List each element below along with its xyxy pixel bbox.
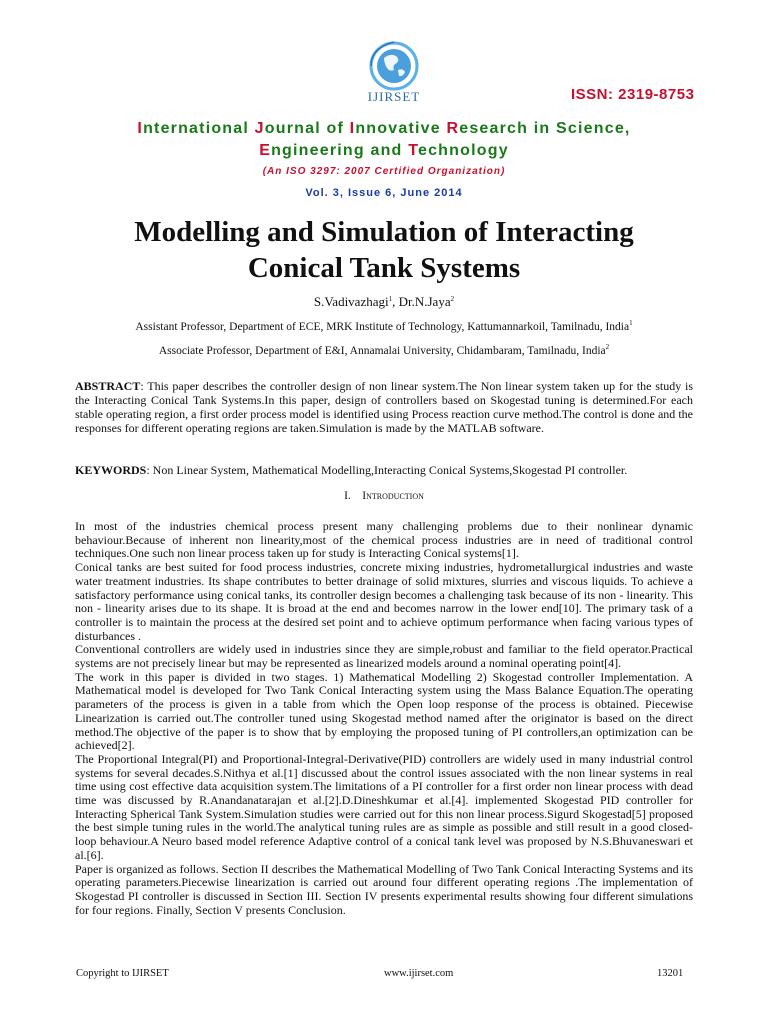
journal-word: ournal of <box>264 120 350 137</box>
body-paragraph: The Proportional Integral(PI) and Proportional-Integral-Derivative(PID) controllers are widely used in many industrial control systems for several decades.S.Nithya et al.[1] discussed about the control issues associated with the non linear systems in real time using cost effective data acquisition system.The limitations of a PI controller for a first order non linear process with dead time was discussed by R.Anandanatarajan et al.[2].D.Dineshkumar et al.[4]. implemented Skogestad PID controller for Interacting Spherical Tank System.Simulation studies were carried out for this non linear process.Sigurd Skogestad[5] proposed the best simple tuning rules in the world.The analytical tuning rules are as simple as possible and still result in a good closed-loop behaviour.A Neuro based model reference Adaptive control of a conical tank level was proposed by N.S.Bhuvaneswari et al.[6]. <box>75 751 693 862</box>
body-paragraph: Conventional controllers are widely used in industries since they are simple,robust and familiar to the field operator.Practical systems are not precisely linear but may be represented as linearized models around a nominal operating point[4]. <box>75 642 693 671</box>
keywords-text: : Non Linear System, Mathematical Modelling,Interacting Conical Systems,Skogestad PI controller. <box>146 463 628 477</box>
body-text <box>75 520 693 917</box>
section-heading <box>75 490 693 502</box>
author-list <box>60 294 708 310</box>
body-paragraph: In most of the industries chemical process present many challenging problems due to their nonlinear dynamic behaviour.Because of inherent non linearity,most of the chemical process industries are in need of traditional control techniques.One such non linear process taken up for study is Interacting Conical systems[1]. <box>75 519 693 561</box>
journal-word: echnology <box>417 142 509 159</box>
affiliation-1 <box>60 319 708 333</box>
author-superscript: 2 <box>450 295 455 303</box>
journal-name-line1 <box>60 120 708 138</box>
footer-page-number: 13201 <box>657 968 684 979</box>
abstract-text: : This paper describes the controller design of non linear system.The Non linear system taken up for the study is the Interacting Conical Tank Systems.In this paper, design of controllers based on Skogestad tuning is determined.For each stable operating region, a first order process model is identified using Process reaction curve method.The control is done and the responses for different operating regions are taken.Simulation is made by the MATLAB software. <box>75 379 693 435</box>
body-paragraph: Conical tanks are best suited for food process industries, concrete mixing industries, hydrometallurgical industries and waste water treatment industries. Its shape contributes to better drainage of solid mixtures, slurries and viscous liquids. To achieve a satisfactory performance using conical tanks, its controller design becomes a challenging task because of its non - linearity. This non - linearity arises due to its shape. It is broad at the end and becomes narrow in the lower end[10]. The primary task of a controller is to maintain the process at the desired set point and to achieve optimum performance when facing various types of disturbances . <box>75 560 693 643</box>
author-superscript: 1 <box>388 295 393 303</box>
journal-initial: T <box>408 142 418 159</box>
journal-word: nnovative <box>355 120 447 137</box>
title-line2: Conical Tank Systems <box>247 252 521 284</box>
body-paragraph: The work in this paper is divided in two stages. 1) Mathematical Modelling 2) Skogestad controller Implementation. A Mathematical model is developed for Two Tank Conical Interacting system using the Mass Balance Equation.The operating parameters of the process is given in a table from which the Open loop response of the process is obtained. Piecewise Linearization is carried out.The controller tuned using Skogestad method named after the originator is based on the direct method.The objective of the paper is to show that by employing the proposed tuning of PI controllers,an optimization can be achieved[2]. <box>75 669 693 753</box>
affiliation-superscript: 2 <box>605 343 610 351</box>
section-number: I. <box>344 490 351 502</box>
journal-word: nternational <box>143 120 255 137</box>
journal-word: esearch in Science, <box>459 120 631 137</box>
journal-initial: J <box>254 120 265 137</box>
footer-website: www.ijirset.com <box>384 968 454 979</box>
paper-title <box>60 214 708 286</box>
body-paragraph: Paper is organized as follows. Section II describes the Mathematical Modelling of Two Tank Conical Interacting Systems and its operating parameters.Piecewise linearization is carried out around four different operating regions .The implementation of Skogestad PI controller is discussed in Section III. Section IV presents experimental results showing four different simulations for four regions. Finally, Section V presents Conclusion. <box>75 861 693 917</box>
affiliation-text: Assistant Professor, Department of ECE, MRK Institute of Technology, Kattumannarkoil, Tamilnadu, India <box>135 321 630 333</box>
journal-name-line2 <box>60 142 708 160</box>
journal-initial: E <box>259 142 272 159</box>
footer-copyright: Copyright to IJIRSET <box>76 968 169 979</box>
journal-initial: R <box>446 120 460 137</box>
journal-initial: I <box>349 120 356 137</box>
abstract-label: ABSTRACT <box>75 379 141 393</box>
keywords-label: KEYWORDS <box>75 463 147 477</box>
journal-initial: I <box>137 120 144 137</box>
abstract <box>75 379 693 435</box>
title-line1: Modelling and Simulation of Interacting <box>134 216 634 248</box>
logo-text: IJIRSET <box>367 89 421 104</box>
affiliation-text: Associate Professor, Department of E&I, Annamalai University, Chidambaram, Tamilnadu, India <box>158 345 606 357</box>
affiliation-2 <box>60 343 708 357</box>
keywords <box>75 463 693 477</box>
author-separator: , <box>392 294 399 309</box>
section-title: Introduction <box>362 490 424 502</box>
author-name: Dr.N.Jaya <box>398 294 451 309</box>
affiliation-superscript: 1 <box>629 319 633 327</box>
author-name: S.Vadivazhagi <box>313 294 389 309</box>
issn-label: ISSN: 2319-8753 <box>571 86 695 103</box>
volume-issue: Vol. 3, Issue 6, June 2014 <box>305 187 463 199</box>
iso-certification: (An ISO 3297: 2007 Certified Organization) <box>262 166 506 177</box>
journal-word: ngineering and <box>271 142 409 159</box>
